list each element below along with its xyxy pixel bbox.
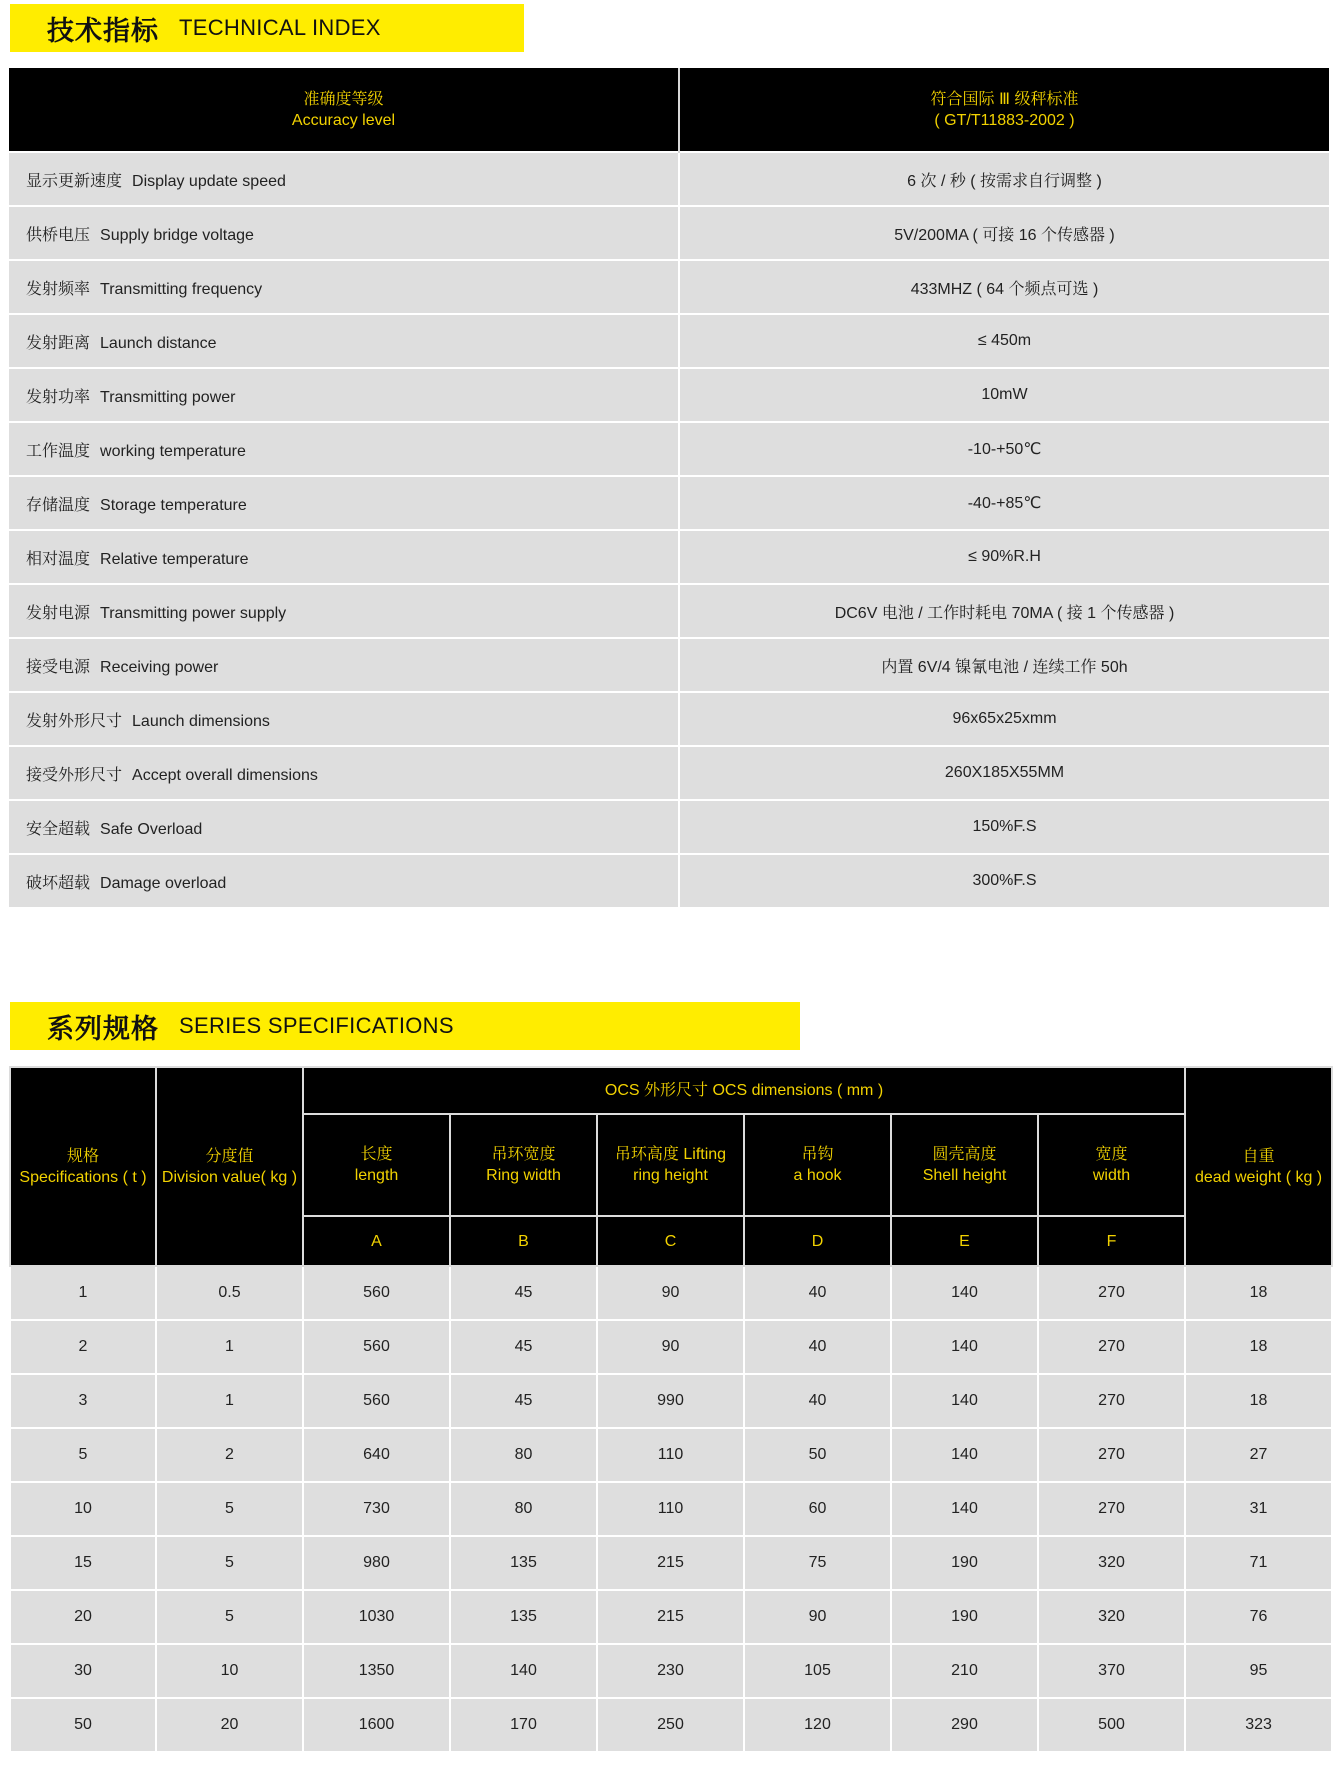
dimension-column-letter: F (1038, 1216, 1185, 1266)
technical-row-label-en: Supply bridge voltage (100, 226, 254, 244)
technical-row (9, 152, 1329, 206)
technical-row-value: 5V/200MA ( 可接 16 个传感器 ) (679, 206, 1329, 260)
dimension-column-en: length (354, 1167, 399, 1184)
technical-row-label-cn: 接受外形尺寸 (26, 764, 123, 784)
spec-cell: 1 (156, 1374, 303, 1428)
spec-cell: 323 (1185, 1698, 1332, 1752)
spec-cell: 110 (597, 1482, 744, 1536)
technical-row (9, 476, 1329, 530)
technical-row-label (9, 476, 679, 530)
technical-row-label (9, 800, 679, 854)
spec-header-row-1 (10, 1067, 1332, 1114)
spec-cell: 75 (744, 1536, 891, 1590)
technical-row-label (9, 314, 679, 368)
dimension-column-en: Shell height (922, 1167, 1007, 1184)
spec-cell: 30 (10, 1644, 156, 1698)
spec-cell: 20 (10, 1590, 156, 1644)
dimension-column-letter: A (303, 1216, 450, 1266)
spec-cell: 105 (744, 1644, 891, 1698)
spec-cell: 27 (1185, 1428, 1332, 1482)
accuracy-level-en: Accuracy level (291, 111, 396, 129)
technical-row-label-en: Transmitting power supply (100, 604, 287, 622)
spec-cell: 90 (597, 1266, 744, 1320)
technical-header-row (9, 68, 1329, 152)
technical-row-label-cn: 供桥电压 (26, 224, 91, 244)
dimension-column-letter: E (891, 1216, 1038, 1266)
spec-cell: 560 (303, 1320, 450, 1374)
dead-weight-header-cn: 自重 (1242, 1147, 1275, 1165)
spec-cell: 15 (10, 1536, 156, 1590)
technical-index-title (10, 4, 524, 52)
technical-row-label-en: Receiving power (100, 658, 219, 676)
technical-row-value: 150%F.S (679, 800, 1329, 854)
technical-row-label-cn: 存储温度 (26, 494, 91, 514)
spec-cell: 135 (450, 1590, 597, 1644)
technical-row (9, 584, 1329, 638)
spec-cell: 370 (1038, 1644, 1185, 1698)
spec-row (10, 1644, 1332, 1698)
spec-cell: 190 (891, 1536, 1038, 1590)
spec-cell: 560 (303, 1374, 450, 1428)
spec-cell: 1030 (303, 1590, 450, 1644)
spec-cell: 45 (450, 1374, 597, 1428)
technical-row-value: -40-+85℃ (679, 476, 1329, 530)
dead-weight-header-en: dead weight ( kg ) (1194, 1168, 1323, 1186)
dimension-column-header (744, 1114, 891, 1216)
dimension-column-en: ring height (633, 1167, 708, 1184)
technical-title-en: TECHNICAL INDEX (179, 15, 381, 40)
spec-cell: 40 (744, 1266, 891, 1320)
technical-row-label-cn: 发射距离 (26, 332, 91, 352)
spec-cell: 250 (597, 1698, 744, 1752)
technical-row-label (9, 746, 679, 800)
spec-cell: 5 (156, 1536, 303, 1590)
spec-cell: 31 (1185, 1482, 1332, 1536)
accuracy-standard-cn: 符合国际 Ⅲ 级秤标准 (930, 90, 1079, 108)
technical-row (9, 314, 1329, 368)
dimension-column-header (597, 1114, 744, 1216)
technical-row-label-cn: 显示更新速度 (26, 170, 123, 190)
dimension-column-letter: B (450, 1216, 597, 1266)
spec-cell: 270 (1038, 1482, 1185, 1536)
spec-cell: 18 (1185, 1266, 1332, 1320)
dimension-column-header (450, 1114, 597, 1216)
spec-cell: 1 (156, 1320, 303, 1374)
technical-row-label-en: Relative temperature (100, 550, 249, 568)
spec-cell: 120 (744, 1698, 891, 1752)
technical-row-value: -10-+50℃ (679, 422, 1329, 476)
spec-row (10, 1482, 1332, 1536)
specification-header (10, 1067, 156, 1266)
dimension-column-header (303, 1114, 450, 1216)
technical-row-label-en: working temperature (100, 442, 246, 460)
spec-cell: 270 (1038, 1374, 1185, 1428)
spec-cell: 980 (303, 1536, 450, 1590)
specification-header-cn: 规格 (66, 1147, 99, 1165)
technical-row (9, 422, 1329, 476)
technical-row-value: ≤ 450m (679, 314, 1329, 368)
technical-row (9, 638, 1329, 692)
spec-cell: 40 (744, 1320, 891, 1374)
specification-header-en: Specifications ( t ) (19, 1168, 147, 1186)
technical-row-label-cn: 发射频率 (26, 278, 91, 298)
technical-row-label (9, 638, 679, 692)
technical-row (9, 854, 1329, 907)
technical-row (9, 800, 1329, 854)
spec-row (10, 1320, 1332, 1374)
technical-row-label (9, 854, 679, 907)
technical-row-label (9, 206, 679, 260)
technical-row-label-en: Safe Overload (100, 820, 203, 838)
spec-row (10, 1536, 1332, 1590)
spec-row (10, 1698, 1332, 1752)
technical-row-value: 6 次 / 秒 ( 按需求自行调整 ) (679, 152, 1329, 206)
spec-cell: 215 (597, 1536, 744, 1590)
spec-cell: 170 (450, 1698, 597, 1752)
spec-cell: 18 (1185, 1374, 1332, 1428)
technical-row (9, 368, 1329, 422)
spec-cell: 140 (450, 1644, 597, 1698)
dimension-column-letter: D (744, 1216, 891, 1266)
technical-row-label-cn: 发射电源 (26, 602, 91, 622)
accuracy-standard-en: ( GT/T11883-2002 ) (934, 111, 1075, 129)
accuracy-standard-header (679, 68, 1329, 152)
spec-cell: 80 (450, 1428, 597, 1482)
dimension-column-en: a hook (793, 1167, 842, 1184)
spec-cell: 135 (450, 1536, 597, 1590)
accuracy-level-header (9, 68, 679, 152)
spec-cell: 71 (1185, 1536, 1332, 1590)
spec-cell: 730 (303, 1482, 450, 1536)
spec-cell: 140 (891, 1266, 1038, 1320)
spec-cell: 560 (303, 1266, 450, 1320)
technical-row-label (9, 368, 679, 422)
spec-row (10, 1374, 1332, 1428)
technical-row-value: 10mW (679, 368, 1329, 422)
spec-cell: 60 (744, 1482, 891, 1536)
dimension-column-cn: 吊环宽度 (491, 1146, 556, 1163)
spec-cell: 95 (1185, 1644, 1332, 1698)
dimension-column-cn: 圆壳高度 (932, 1146, 997, 1163)
spec-cell: 1 (10, 1266, 156, 1320)
technical-row (9, 206, 1329, 260)
dimension-column-cn: 长度 (360, 1146, 393, 1163)
spec-cell: 110 (597, 1428, 744, 1482)
technical-row-label (9, 584, 679, 638)
division-value-header-en: Division value( kg ) (161, 1168, 298, 1186)
dimension-column-en: Ring width (486, 1167, 561, 1184)
spec-cell: 3 (10, 1374, 156, 1428)
technical-row (9, 530, 1329, 584)
spec-cell: 270 (1038, 1266, 1185, 1320)
series-specifications-title (10, 1002, 800, 1050)
spec-cell: 270 (1038, 1320, 1185, 1374)
spec-cell: 2 (10, 1320, 156, 1374)
spec-cell: 320 (1038, 1590, 1185, 1644)
technical-row-label-cn: 相对温度 (26, 548, 91, 568)
technical-row-label-cn: 发射功率 (26, 386, 91, 406)
technical-row-label (9, 422, 679, 476)
technical-row-value: ≤ 90%R.H (679, 530, 1329, 584)
spec-cell: 140 (891, 1374, 1038, 1428)
technical-row-value: 300%F.S (679, 854, 1329, 907)
spec-cell: 20 (156, 1698, 303, 1752)
spec-cell: 90 (597, 1320, 744, 1374)
spec-cell: 5 (10, 1428, 156, 1482)
division-value-header (156, 1067, 303, 1266)
technical-index-table (9, 68, 1329, 907)
technical-row-label-cn: 安全超载 (26, 818, 91, 838)
technical-row-value: DC6V 电池 / 工作时耗电 70MA ( 接 1 个传感器 ) (679, 584, 1329, 638)
spec-cell: 18 (1185, 1320, 1332, 1374)
spec-cell: 45 (450, 1266, 597, 1320)
dead-weight-header (1185, 1067, 1332, 1266)
spec-cell: 50 (744, 1428, 891, 1482)
spec-cell: 210 (891, 1644, 1038, 1698)
spec-cell: 5 (156, 1482, 303, 1536)
dimension-column-cn: 吊钩 (801, 1146, 834, 1163)
spec-cell: 50 (10, 1698, 156, 1752)
dimension-column-cn: 吊环高度 Lifting (614, 1146, 727, 1163)
technical-row-label (9, 152, 679, 206)
technical-row-label-en: Launch distance (100, 334, 217, 352)
accuracy-level-cn: 准确度等级 (303, 90, 384, 108)
technical-row-label-cn: 破坏超载 (26, 872, 91, 892)
technical-row-label-cn: 接受电源 (26, 656, 91, 676)
spec-cell: 215 (597, 1590, 744, 1644)
technical-row-label-en: Storage temperature (100, 496, 247, 514)
spec-cell: 0.5 (156, 1266, 303, 1320)
technical-row-value: 96x65x25xmm (679, 692, 1329, 746)
dimension-column-letter: C (597, 1216, 744, 1266)
spec-row (10, 1590, 1332, 1644)
spec-cell: 500 (1038, 1698, 1185, 1752)
technical-row-label-en: Damage overload (100, 874, 227, 892)
spec-cell: 270 (1038, 1428, 1185, 1482)
technical-row-label-en: Transmitting frequency (100, 280, 263, 298)
technical-row-value: 260X185X55MM (679, 746, 1329, 800)
dimension-column-cn: 宽度 (1095, 1146, 1128, 1163)
technical-row-label (9, 260, 679, 314)
technical-row-label-cn: 工作温度 (26, 440, 91, 460)
spec-cell: 10 (10, 1482, 156, 1536)
technical-row-label-cn: 发射外形尺寸 (26, 710, 123, 730)
spec-cell: 190 (891, 1590, 1038, 1644)
spec-cell: 1600 (303, 1698, 450, 1752)
spec-cell: 140 (891, 1320, 1038, 1374)
technical-row (9, 746, 1329, 800)
technical-row (9, 260, 1329, 314)
technical-row-label (9, 692, 679, 746)
technical-row-label-en: Display update speed (132, 172, 286, 190)
technical-row-value: 433MHZ ( 64 个频点可选 ) (679, 260, 1329, 314)
dimension-column-en: width (1092, 1167, 1131, 1184)
spec-cell: 40 (744, 1374, 891, 1428)
technical-row (9, 692, 1329, 746)
spec-row (10, 1428, 1332, 1482)
spec-cell: 76 (1185, 1590, 1332, 1644)
spec-cell: 990 (597, 1374, 744, 1428)
spec-cell: 230 (597, 1644, 744, 1698)
spec-cell: 80 (450, 1482, 597, 1536)
spec-row (10, 1266, 1332, 1320)
technical-row-label-en: Launch dimensions (132, 712, 270, 730)
spec-cell: 45 (450, 1320, 597, 1374)
series-title-en: SERIES SPECIFICATIONS (179, 1013, 454, 1038)
technical-row-label (9, 530, 679, 584)
technical-row-label-en: Transmitting power (100, 388, 236, 406)
technical-title-cn: 技术指标 (47, 15, 159, 47)
spec-cell: 10 (156, 1644, 303, 1698)
spec-cell: 290 (891, 1698, 1038, 1752)
ocs-dimensions-header: OCS 外形尺寸 OCS dimensions ( mm ) (303, 1067, 1185, 1114)
spec-cell: 320 (1038, 1536, 1185, 1590)
division-value-header-cn: 分度值 (205, 1147, 254, 1165)
technical-row-label-en: Accept overall dimensions (132, 766, 318, 784)
series-title-cn: 系列规格 (47, 1013, 159, 1045)
spec-cell: 2 (156, 1428, 303, 1482)
spec-cell: 140 (891, 1428, 1038, 1482)
technical-row-value: 内置 6V/4 镍氰电池 / 连续工作 50h (679, 638, 1329, 692)
spec-cell: 5 (156, 1590, 303, 1644)
dimension-column-header (891, 1114, 1038, 1216)
dimension-column-header (1038, 1114, 1185, 1216)
spec-cell: 90 (744, 1590, 891, 1644)
series-specifications-table (9, 1066, 1333, 1753)
spec-cell: 140 (891, 1482, 1038, 1536)
spec-cell: 1350 (303, 1644, 450, 1698)
spec-cell: 640 (303, 1428, 450, 1482)
